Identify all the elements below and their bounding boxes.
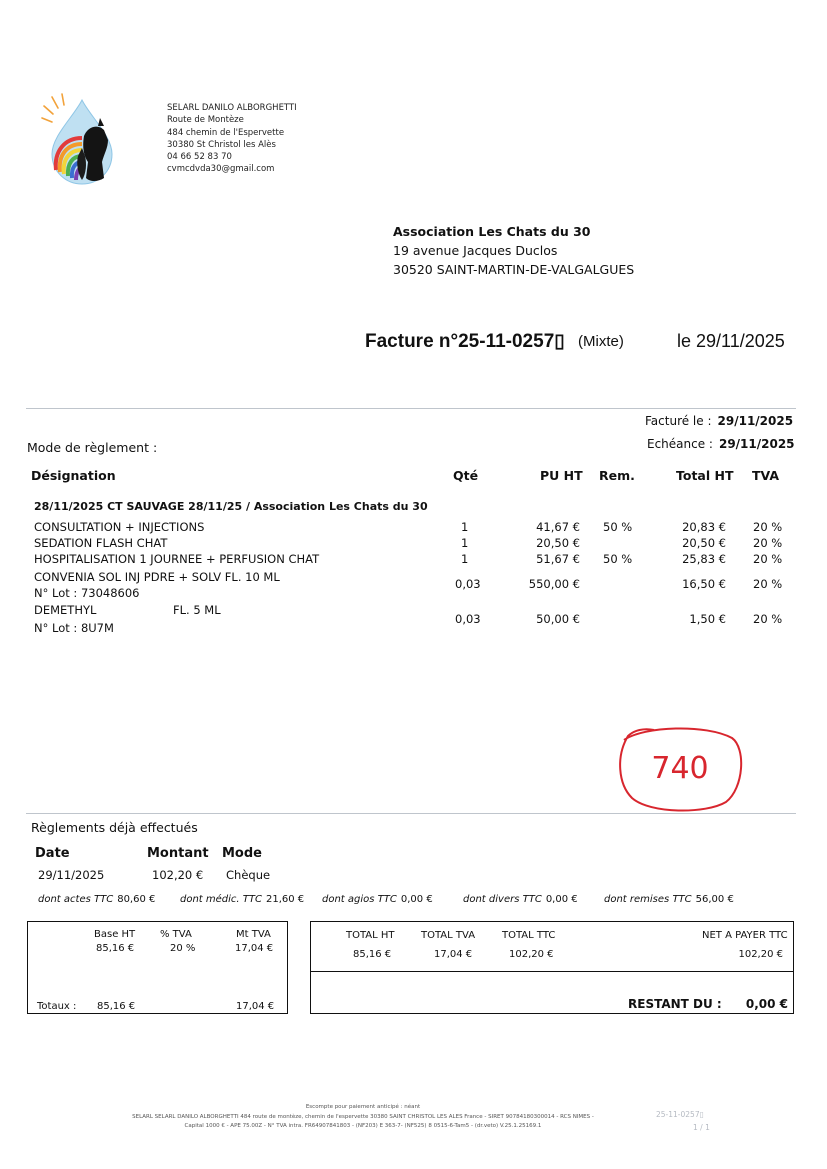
recipient-street: 19 avenue Jacques Duclos xyxy=(393,243,558,258)
row-designation: CONVENIA SOL INJ PDRE + SOLV FL. 10 ML xyxy=(34,570,280,584)
vat-base-label: Base HT xyxy=(94,929,136,940)
payment-mode-label: Mode de règlement : xyxy=(27,440,158,455)
payment-amount: 102,20 € xyxy=(152,868,204,882)
due-label: Echéance : xyxy=(647,437,713,451)
due-date xyxy=(647,437,795,451)
row-qty: 1 xyxy=(461,536,469,550)
row-pu: 20,50 € xyxy=(536,536,580,550)
handwritten-amount-stamp xyxy=(614,722,746,814)
row-pu: 550,00 € xyxy=(528,577,580,591)
invoice-title: Facture n°25-11-0257▯ xyxy=(365,331,565,352)
col-rem: Rem. xyxy=(599,468,635,483)
breakdown-divers-value: 0,00 € xyxy=(545,894,578,905)
breakdown-medic xyxy=(180,894,304,905)
due-value: 29/11/2025 xyxy=(718,437,795,451)
vat-base-value: 85,16 € xyxy=(96,943,135,954)
vat-pct-label: % TVA xyxy=(160,929,192,940)
col-total: Total HT xyxy=(676,468,734,483)
footer-invoice-ref: 25-11-0257▯ xyxy=(656,1110,704,1119)
sender-line2: 484 chemin de l'Espervette xyxy=(167,127,285,138)
row-tva: 20 % xyxy=(753,552,783,566)
net-value: 102,20 € xyxy=(738,949,783,960)
row-total: 20,83 € xyxy=(682,520,726,534)
vat-pct-value: 20 % xyxy=(170,943,196,954)
vat-totals-label: Totaux : xyxy=(37,1001,77,1012)
sender-phone: 04 66 52 83 70 xyxy=(167,152,232,163)
payments-col-mode: Mode xyxy=(222,846,262,861)
vat-mt-label: Mt TVA xyxy=(236,929,271,940)
section-title: 28/11/2025 CT SAUVAGE 28/11/25 / Association Les Chats du 30 xyxy=(34,500,428,513)
footer-page-number: 1 / 1 xyxy=(693,1123,710,1132)
payment-mode: Chèque xyxy=(226,868,271,882)
breakdown-actes xyxy=(38,894,155,905)
row-designation: HOSPITALISATION 1 JOURNEE + PERFUSION CHAT xyxy=(34,552,320,566)
recipient-block xyxy=(393,222,634,279)
sender-name: SELARL DANILO ALBORGHETTI xyxy=(167,103,297,113)
total-tva-label: TOTAL TVA xyxy=(421,930,476,941)
breakdown-remises-label: dont remises TTC xyxy=(604,894,692,905)
stamp-text: 740 xyxy=(651,751,709,786)
row-pu: 41,67 € xyxy=(536,520,580,534)
row-qty: 1 xyxy=(461,552,469,566)
breakdown-actes-value: 80,60 € xyxy=(117,894,156,905)
row-pu: 50,00 € xyxy=(536,612,580,626)
row-designation: CONSULTATION + INJECTIONS xyxy=(34,520,205,534)
totals-divider xyxy=(310,971,794,972)
col-qty: Qté xyxy=(453,468,479,483)
divider xyxy=(26,813,796,814)
row-lot: N° Lot : 8U7M xyxy=(34,621,114,635)
row-total: 16,50 € xyxy=(682,577,726,591)
invoice-kind: (Mixte) xyxy=(578,333,624,350)
restant-value: 0,00 € xyxy=(745,997,788,1011)
sender-line3: 30380 St Christol les Alès xyxy=(167,139,276,150)
vat-totals-mt: 17,04 € xyxy=(236,1001,275,1012)
footer-escompte: Escompte pour paiement anticipé : néant xyxy=(305,1104,421,1110)
breakdown-remises xyxy=(604,894,734,905)
row-designation: DEMETHYL xyxy=(34,603,97,617)
col-pu: PU HT xyxy=(540,468,583,483)
breakdown-divers xyxy=(463,894,578,905)
sender-line1: Route de Montèze xyxy=(167,115,244,126)
sender-email: cvmcdvda30@gmail.com xyxy=(167,164,275,175)
row-qty: 1 xyxy=(461,520,469,534)
row-rem: 50 % xyxy=(603,552,633,566)
row-tva: 20 % xyxy=(753,536,783,550)
payments-title: Règlements déjà effectués xyxy=(31,820,198,835)
row-pu: 51,67 € xyxy=(536,552,580,566)
total-ttc-label: TOTAL TTC xyxy=(502,930,556,941)
payment-date: 29/11/2025 xyxy=(38,868,105,882)
invoice-date: le 29/11/2025 xyxy=(677,331,785,351)
col-tva: TVA xyxy=(752,468,780,483)
billed-value: 29/11/2025 xyxy=(717,414,794,428)
total-ht-label: TOTAL HT xyxy=(346,930,395,941)
breakdown-remises-value: 56,00 € xyxy=(695,894,734,905)
total-ht-value: 85,16 € xyxy=(353,949,392,960)
row-qty: 0,03 xyxy=(455,577,481,591)
breakdown-divers-label: dont divers TTC xyxy=(463,894,542,905)
recipient-city: 30520 SAINT-MARTIN-DE-VALGALGUES xyxy=(393,262,635,277)
breakdown-agios-value: 0,00 € xyxy=(400,894,433,905)
row-total: 1,50 € xyxy=(689,612,726,626)
footer-legal-2: Capital 1000 € - APE 75.00Z - N° TVA intra. FR64907841803 - (NF203) E 363-7- (NF525) 8 0515-6-Tam5 - (dr.veto) V.25.1.25169.1 xyxy=(184,1123,542,1129)
row-total: 20,50 € xyxy=(682,536,726,550)
row-tva: 20 % xyxy=(753,612,783,626)
row-qty: 0,03 xyxy=(455,612,481,626)
row-total: 25,83 € xyxy=(682,552,726,566)
breakdown-medic-value: 21,60 € xyxy=(265,894,305,905)
divider xyxy=(26,408,796,409)
row-rem: 50 % xyxy=(603,520,633,534)
breakdown-agios-label: dont agios TTC xyxy=(322,894,397,905)
breakdown-agios xyxy=(322,894,433,905)
payments-col-amount: Montant xyxy=(147,846,209,861)
breakdown-medic-label: dont médic. TTC xyxy=(180,894,262,905)
footer-legal-1: SELARL SELARL DANILO ALBORGHETTI 484 route de montèze, chemin de l'espervette 30380 SAINT CHRISTOL LES ALES France - SIRET 90784180300014 - RCS NIMES - xyxy=(132,1114,594,1120)
sender-block xyxy=(167,102,297,176)
total-tva-value: 17,04 € xyxy=(434,949,473,960)
col-designation: Désignation xyxy=(31,468,116,483)
payments-col-date: Date xyxy=(35,846,70,861)
vat-totals-base: 85,16 € xyxy=(97,1001,136,1012)
total-ttc-value: 102,20 € xyxy=(509,949,554,960)
row-tva: 20 % xyxy=(753,520,783,534)
billed-date xyxy=(645,414,793,428)
net-label: NET A PAYER TTC xyxy=(702,930,788,941)
restant-label: RESTANT DU : xyxy=(628,997,722,1011)
row-format: FL. 5 ML xyxy=(173,603,221,617)
billed-label: Facturé le : xyxy=(645,414,712,428)
vat-mt-value: 17,04 € xyxy=(235,943,274,954)
row-designation: SEDATION FLASH CHAT xyxy=(34,536,168,550)
breakdown-actes-label: dont actes TTC xyxy=(38,894,114,905)
row-lot: N° Lot : 73048606 xyxy=(34,586,140,600)
row-tva: 20 % xyxy=(753,577,783,591)
recipient-name: Association Les Chats du 30 xyxy=(393,224,591,239)
clinic-logo-icon xyxy=(38,92,118,188)
